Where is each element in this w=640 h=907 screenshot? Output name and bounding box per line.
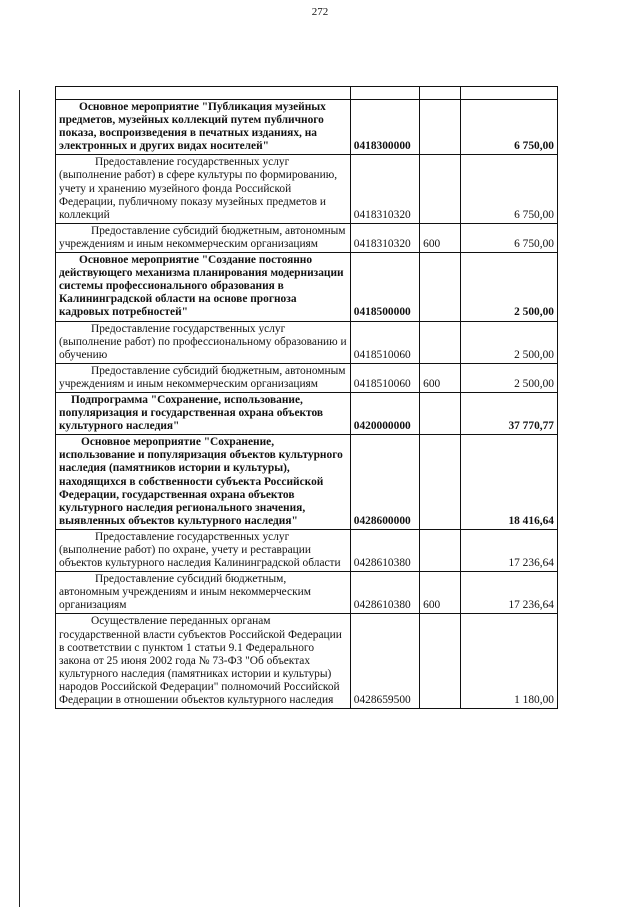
row-sum: 2 500,00 [461,363,558,392]
table-row [56,435,558,530]
row-type [420,155,461,223]
table-row [56,392,558,434]
row-type [420,614,461,709]
row-sum: 18 416,64 [461,435,558,530]
row-code: 0418500000 [350,253,419,321]
table-row [56,529,558,571]
row-type [420,100,461,155]
table-row [56,572,558,614]
row-sum: 17 236,64 [461,572,558,614]
page-number: 272 [311,6,329,18]
row-name: Основное мероприятие "Сохранение, использование и популяризация объектов культурного наследия (памятников истории и культуры), находящихся в собственности субъекта Российской Федерации, государственная охрана объектов культурного наследия регионального значения, выявленных объектов культурного наследия" [56,435,351,530]
row-code: 0418310320 [350,155,419,223]
table-row [56,614,558,709]
row-code: 0428610380 [350,572,419,614]
row-code: 0418510060 [350,363,419,392]
row-name: Предоставление государственных услуг (выполнение работ) по профессиональному образованию и обучению [56,321,351,363]
row-code: 0418510060 [350,321,419,363]
row-type: 600 [420,223,461,252]
row-name: Предоставление государственных услуг (выполнение работ) по охране, учету и реставрации объектов культурного наследия Калининградской области [56,529,351,571]
row-sum: 2 500,00 [461,253,558,321]
table-row [56,363,558,392]
table-row [56,100,558,155]
row-sum: 6 750,00 [461,100,558,155]
table-row [56,253,558,321]
budget-table [55,86,558,709]
row-type: 600 [420,572,461,614]
row-name: Предоставление субсидий бюджетным, автономным учреждениям и иным некоммерческим организациям [56,572,351,614]
scan-edge-line [19,90,20,907]
row-name: Предоставление субсидий бюджетным, автономным учреждениям и иным некоммерческим организациям [56,223,351,252]
row-type [420,435,461,530]
row-code: 0428610380 [350,529,419,571]
row-sum: 2 500,00 [461,321,558,363]
row-sum: 37 770,77 [461,392,558,434]
row-name: Осуществление переданных органам государственной власти субъектов Российской Федерации в соответствии с пунктом 1 статьи 9.1 Федерального закона от 25 июня 2002 года № 73-ФЗ "Об объектах культурного наследия (памятниках истории и культуры) народов Российской Федерации" полномочий Российской Федерации в отношении объектов культурного наследия [56,614,351,709]
row-type [420,392,461,434]
row-name: Основное мероприятие "Публикация музейных предметов, музейных коллекций путем публичного показа, воспроизведения в печатных изданиях, на электронных и других видах носителей" [56,100,351,155]
row-code: 0418310320 [350,223,419,252]
row-type: 600 [420,363,461,392]
row-code: 0428659500 [350,614,419,709]
row-name: Предоставление субсидий бюджетным, автономным учреждениям и иным некоммерческим организациям [56,363,351,392]
row-sum: 17 236,64 [461,529,558,571]
row-type [420,529,461,571]
row-sum: 6 750,00 [461,223,558,252]
table-row [56,321,558,363]
table-top-row [56,87,558,100]
row-sum: 6 750,00 [461,155,558,223]
row-sum: 1 180,00 [461,614,558,709]
row-type [420,321,461,363]
row-code: 0428600000 [350,435,419,530]
row-name: Основное мероприятие "Создание постоянно действующего механизма планирования модернизации системы профессионального образования в Калининградской области на основе прогноза кадровых потребностей" [56,253,351,321]
row-code: 0418300000 [350,100,419,155]
row-type [420,253,461,321]
table-row [56,155,558,223]
table-row [56,223,558,252]
row-name: Подпрограмма "Сохранение, использование, популяризация и государственная охрана объектов культурного наследия" [56,392,351,434]
row-code: 0420000000 [350,392,419,434]
row-name: Предоставление государственных услуг (выполнение работ) в сфере культуры по формированию, учету и хранению музейного фонда Российской Федерации, публичному показу музейных предметов и коллекций [56,155,351,223]
